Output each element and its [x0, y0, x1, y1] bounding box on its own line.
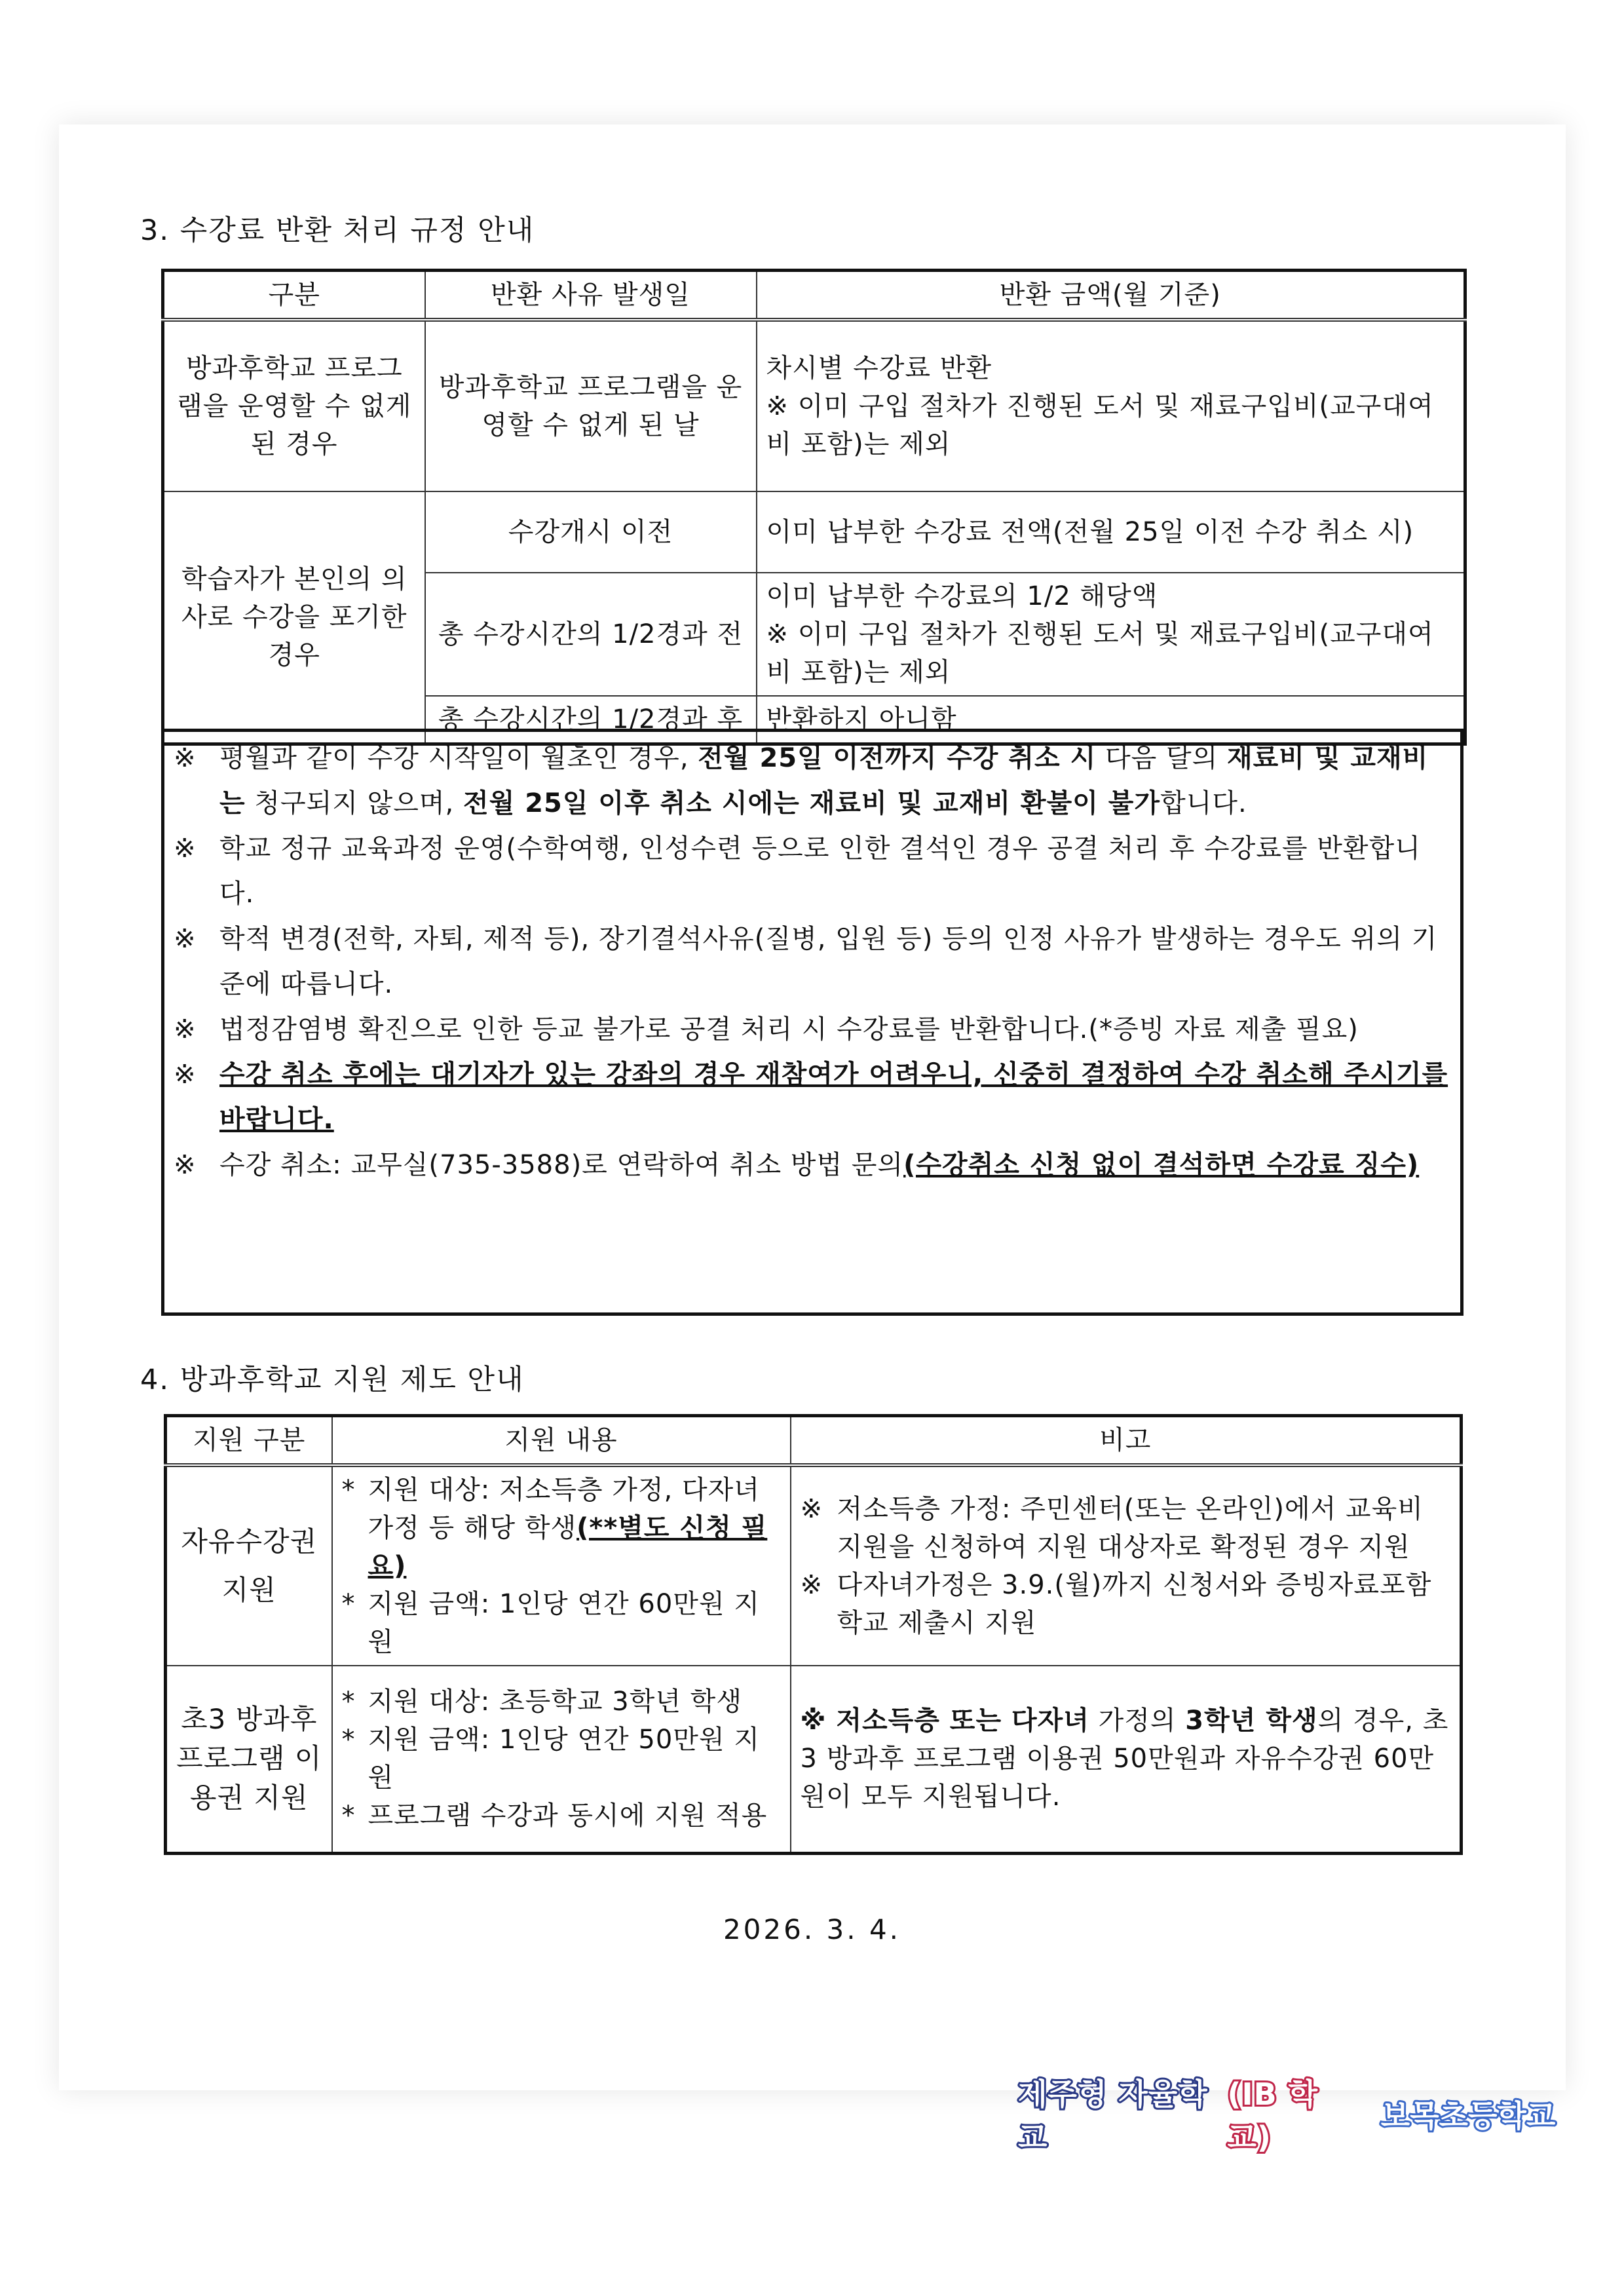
- note-3: [174, 917, 1451, 1007]
- note-1-text-b: 전월 25일 이전까지 수강 취소 시: [698, 743, 1097, 773]
- table-row: [166, 1666, 1462, 1853]
- section3-heading: 3. 수강료 반환 처리 규정 안내: [140, 214, 535, 247]
- note-5-text: 수강 취소 후에는 대기자가 있는 강좌의 경우 재참여가 어려우니, 신중히 결정하여 수강 취소해 주시기를 바랍니다.: [219, 1060, 1448, 1135]
- row1-category: 방과후학교 프로그램을 운영할 수 없게 된 경우: [163, 320, 425, 491]
- section4-heading: 4. 방과후학교 지원 제도 안내: [140, 1364, 525, 1396]
- bullet: *: [341, 1475, 356, 1505]
- support-row1-item2: 지원 금액: 1인당 연간 60만원 지원: [368, 1589, 760, 1657]
- note-mark: ※: [174, 1014, 197, 1044]
- header-amount: 반환 금액(월 기준): [757, 271, 1465, 320]
- row3-amount-line1: 이미 납부한 수강료의 1/2 해당액: [766, 581, 1158, 611]
- jeju-ib-school-logo: [1018, 2076, 1356, 2155]
- note-3-text: 학적 변경(전학, 자퇴, 제적 등), 장기결석사유(질병, 입원 등) 등의 인정 사유가 발생하는 경우도 위의 기준에 따릅니다.: [219, 924, 1438, 999]
- remark-mark: ※: [800, 1494, 823, 1524]
- list-item: [342, 1683, 781, 1721]
- note-mark: ※: [174, 1060, 197, 1090]
- logo-left-text: 제주형 자율학교: [1018, 2076, 1208, 2155]
- row1-date: 방과후학교 프로그램을 운영할 수 없게 된 날: [425, 320, 757, 491]
- table-row: [163, 491, 1465, 573]
- logo-ib-text: (IB 학교): [1227, 2076, 1319, 2155]
- list-item: [801, 1566, 1451, 1642]
- remark-mark: ※: [800, 1570, 823, 1600]
- note-4: [174, 1007, 1451, 1052]
- note-2: [174, 826, 1451, 917]
- row2-date: 수강개시 이전: [425, 491, 757, 573]
- note-1-text-a: 평월과 같이 수강 시작일이 월초인 경우,: [219, 743, 698, 773]
- row4-date: 총 수강시간의 1/2경과 후: [425, 696, 757, 744]
- bullet: *: [341, 1687, 356, 1717]
- list-item: [801, 1490, 1451, 1566]
- support-row1-remark2: 다자녀가정은 3.9.(월)까지 신청서와 증빙자료포함 학교 제출시 지원: [837, 1570, 1432, 1638]
- note-6: [174, 1143, 1451, 1188]
- note-1-text-g: 합니다.: [1160, 788, 1247, 818]
- row2-amount: 이미 납부한 수강료 전액(전월 25일 이전 수강 취소 시): [757, 491, 1465, 573]
- note-2-text: 학교 정규 교육과정 운영(수학여행, 인성수련 등으로 인한 결석인 경우 공결 처리 후 수강료를 반환합니다.: [219, 833, 1421, 909]
- support-row2-remark-c: 3학년 학생: [1185, 1706, 1318, 1736]
- support-row1-item1-b: (**별도 신청 필요): [368, 1513, 768, 1581]
- note-4-text: 법정감염병 확진으로 인한 등교 불가로 공결 처리 시 수강료를 반환합니다.(*증빙 자료 제출 필요): [219, 1014, 1359, 1044]
- support-row1-remark-list: [801, 1490, 1451, 1642]
- list-item: [342, 1585, 781, 1661]
- refund-notes-box: [161, 729, 1463, 1316]
- bullet: *: [341, 1725, 356, 1755]
- row3-amount-line2: ※ 이미 구입 절차가 진행된 도서 및 재료구입비(교구대여비 포함)는 제외: [766, 619, 1434, 687]
- note-mark: ※: [174, 743, 197, 773]
- list-item: [342, 1797, 781, 1835]
- support-row2-remarks: [791, 1666, 1462, 1853]
- bullet: *: [341, 1801, 356, 1831]
- support-row2-remark-a: ※ 저소득층 또는 다자녀: [800, 1706, 1089, 1736]
- note-mark: ※: [174, 833, 197, 864]
- note-1-text-c: 다음 달의: [1096, 743, 1227, 773]
- note-mark: ※: [174, 924, 197, 954]
- table-row: [163, 320, 1465, 491]
- header-support-type: 지원 구분: [166, 1416, 332, 1466]
- refund-table-header: [163, 271, 1465, 320]
- support-row1-content: [332, 1465, 791, 1666]
- support-row2-item3: 프로그램 수강과 동시에 지원 적용: [368, 1801, 768, 1831]
- note-6-text-a: 수강 취소: 교무실(735-3588)로 연락하여 취소 방법 문의: [219, 1150, 904, 1180]
- support-table-header: [166, 1416, 1462, 1466]
- list-item: [342, 1471, 781, 1585]
- support-row1-list: [342, 1471, 781, 1661]
- support-row2-item1: 지원 대상: 초등학교 3학년 학생: [368, 1687, 742, 1717]
- row3-amount: [757, 573, 1465, 696]
- header-date: 반환 사유 발생일: [425, 271, 757, 320]
- support-row1-remarks: [791, 1465, 1462, 1666]
- note-1-text-f: 전월 25일 이후 취소 시에는 재료비 및 교재비 환불이 불가: [463, 788, 1161, 818]
- note-6-text-b: (수강취소 신청 없이 결석하면 수강료 징수): [903, 1150, 1420, 1180]
- note-1: [174, 736, 1451, 826]
- support-row2-remark-d: 의 경우, 초3 방과후 프로그램 이용권 50만원과 자유수강권 60만원이 모두 지원됩니다.: [800, 1706, 1449, 1812]
- support-row1-item1-a: 지원 대상: 저소득층 가정, 다자녀 가정 등 해당 학생: [368, 1475, 760, 1543]
- support-row2-category: 초3 방과후 프로그램 이용권 지원: [166, 1666, 332, 1853]
- row3-date: 총 수강시간의 1/2경과 전: [425, 573, 757, 696]
- table-row: [166, 1465, 1462, 1666]
- header-category: 구분: [163, 271, 425, 320]
- row1-amount: [757, 320, 1465, 491]
- bullet: *: [341, 1589, 356, 1619]
- group2-category: 학습자가 본인의 의사로 수강을 포기한 경우: [163, 491, 425, 744]
- row1-amount-line1: 차시별 수강료 반환: [766, 353, 992, 383]
- document-date: 2026. 3. 4.: [723, 1913, 901, 1945]
- list-item: [342, 1721, 781, 1797]
- support-row2-remark-b: 가정의: [1089, 1706, 1186, 1736]
- note-mark: ※: [174, 1150, 197, 1180]
- note-1-text-e: 청구되지 않으며,: [245, 788, 463, 818]
- support-row1-category: 자유수강권 지원: [166, 1465, 332, 1666]
- support-table: [164, 1414, 1463, 1855]
- refund-table: [161, 269, 1467, 746]
- note-1-text-d: 재료비 및 교재비는: [219, 743, 1429, 818]
- bomok-school-logo: 보목초등학교: [1380, 2098, 1556, 2133]
- header-remarks: 비고: [791, 1416, 1462, 1466]
- support-row1-remark1: 저소득층 가정: 주민센터(또는 온라인)에서 교육비 지원을 신청하여 지원 대상자로 확정된 경우 지원: [837, 1494, 1424, 1562]
- support-row2-content: [332, 1666, 791, 1853]
- row1-amount-line2: ※ 이미 구입 절차가 진행된 도서 및 재료구입비(교구대여비 포함)는 제외: [766, 391, 1434, 459]
- note-5: [174, 1052, 1451, 1143]
- row4-amount: 반환하지 아니함: [757, 696, 1465, 744]
- support-row2-item2: 지원 금액: 1인당 연간 50만원 지원: [368, 1725, 760, 1793]
- support-row2-list: [342, 1683, 781, 1835]
- header-support-content: 지원 내용: [332, 1416, 791, 1466]
